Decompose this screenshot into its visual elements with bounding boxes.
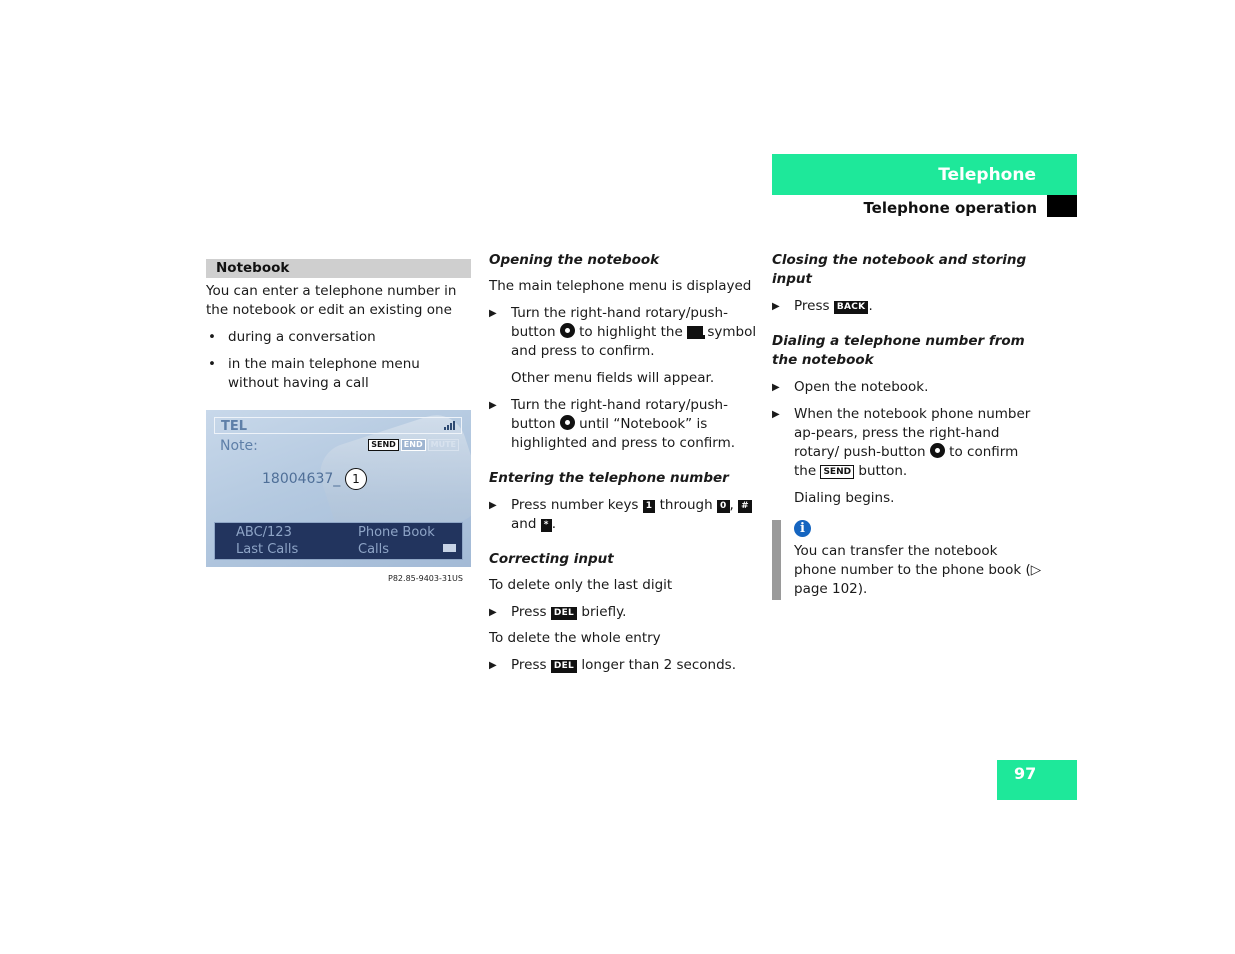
instruction-step: ▶ Press DEL longer than 2 seconds.	[489, 657, 736, 673]
notebook-intro: You can enter a telephone number in the notebook or edit an existing one	[206, 283, 457, 318]
instruction-step: ▶ Press number keys 1 through 0 , # and * .	[489, 496, 757, 534]
screen-menu-item: Calls	[358, 542, 390, 557]
rotary-knob-icon	[560, 415, 575, 430]
info-bar	[772, 520, 781, 600]
opening-intro: The main telephone menu is displayed	[489, 278, 752, 294]
callout-marker: 1	[345, 468, 367, 490]
instruction-step: ▶ Turn the right-hand rotary/push-button until “Notebook” is highlighted and press to confirm.	[489, 397, 736, 451]
page-number-tab	[997, 760, 1077, 800]
bullet-item: • during a conversation	[206, 328, 471, 347]
screen-entered-number: 18004637_	[262, 471, 341, 487]
key-del-icon: DEL	[551, 660, 577, 673]
rotary-knob-icon	[560, 323, 575, 338]
screen-end-key: END	[401, 439, 426, 451]
step-note: Dialing begins.	[794, 490, 895, 506]
heading-entering: Entering the telephone number	[489, 470, 729, 486]
step-arrow-icon: ▶	[772, 301, 780, 312]
section-heading-notebook: Notebook	[206, 259, 471, 278]
key-send-icon: SEND	[820, 465, 854, 479]
screen-mute-key: MUTE	[428, 439, 459, 451]
step-note: Other menu fields will appear.	[511, 370, 715, 386]
bullet-item: • in the main telephone menu without having a call	[206, 355, 471, 393]
screen-title-bar	[214, 417, 462, 434]
delete-last-intro: To delete only the last digit	[489, 577, 673, 593]
screen-menu-item: Last Calls	[236, 542, 299, 557]
info-box	[772, 520, 1042, 599]
notebook-icon	[443, 544, 456, 552]
info-text: You can transfer the notebook phone number to the phone book (▷ page 102).	[794, 543, 1042, 597]
info-icon: i	[794, 520, 811, 537]
screen-note-label: Note:	[220, 438, 258, 454]
subsection-title: Telephone operation	[863, 199, 1037, 217]
instruction-step: ▶ Press BACK .	[772, 298, 873, 314]
step-arrow-icon: ▶	[489, 660, 497, 671]
screen-soft-keys	[366, 439, 459, 451]
step-arrow-icon: ▶	[772, 409, 780, 420]
instruction-step: ▶ Turn the right-hand rotary/push-button to highlight the symbol and press to confirm.	[489, 305, 757, 359]
heading-correcting: Correcting input	[489, 551, 614, 567]
display-screenshot	[206, 410, 471, 567]
key-1-icon: 1	[643, 500, 656, 513]
column-opening	[489, 251, 757, 675]
screen-title: TEL	[221, 419, 248, 434]
key-del-icon: DEL	[551, 607, 577, 620]
image-caption: P82.85-9403-31US	[388, 574, 463, 583]
subsection-marker	[1047, 195, 1077, 217]
notebook-symbol-icon	[687, 326, 703, 337]
section-tab	[772, 154, 1077, 195]
step-arrow-icon: ▶	[772, 382, 780, 393]
column-closing	[772, 251, 1042, 599]
screen-menu-item: ABC/123	[236, 525, 292, 540]
instruction-step: ▶ Press DEL briefly.	[489, 604, 627, 620]
screen-menu-item: Phone Book	[358, 525, 435, 540]
screen-menu	[214, 522, 463, 560]
key-0-icon: 0	[717, 500, 730, 513]
instruction-step: ▶ Open the notebook.	[772, 379, 929, 395]
heading-dialing: Dialing a telephone number from the notebook	[772, 333, 1025, 368]
step-arrow-icon: ▶	[489, 607, 497, 618]
instruction-step: ▶ When the notebook phone number ap-pears, press the right-hand rotary/ push-button to confirm the SEND button.	[772, 406, 1031, 479]
page-number: 97	[1014, 764, 1037, 783]
key-star-icon: *	[541, 519, 552, 532]
heading-opening: Opening the notebook	[489, 252, 660, 268]
step-arrow-icon: ▶	[489, 500, 497, 511]
key-back-icon: BACK	[834, 301, 869, 314]
step-arrow-icon: ▶	[489, 400, 497, 411]
step-arrow-icon: ▶	[489, 308, 497, 319]
signal-strength-icon	[444, 421, 455, 430]
delete-all-intro: To delete the whole entry	[489, 630, 661, 646]
rotary-knob-icon	[930, 443, 945, 458]
section-title: Telephone	[938, 165, 1036, 185]
key-hash-icon: #	[738, 500, 752, 513]
heading-closing: Closing the notebook and storing input	[772, 252, 1027, 287]
column-notebook	[206, 259, 471, 584]
screen-send-key: SEND	[368, 439, 399, 451]
